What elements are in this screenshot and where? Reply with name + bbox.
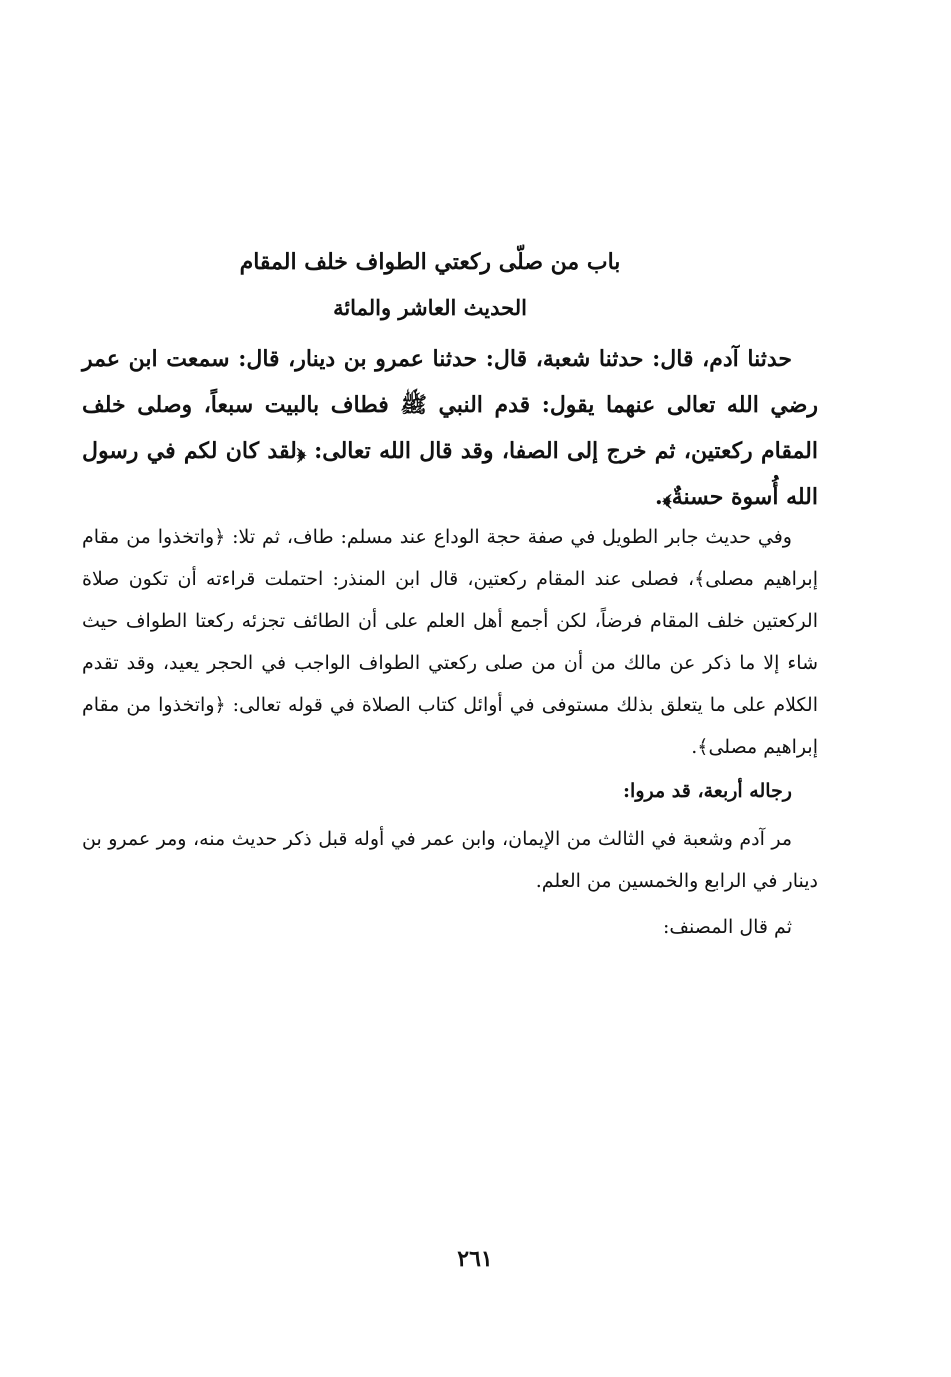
narrators-paragraph: [82, 818, 818, 902]
hadith-text: [82, 336, 818, 520]
commentary-paragraph: [82, 516, 818, 768]
page-number: ٢٦١: [457, 1246, 493, 1272]
closing-line-text: ثم قال المصنف:: [662, 916, 792, 938]
closing-line: [82, 906, 818, 948]
chapter-title: باب من صلّى ركعتي الطواف خلف المقام: [239, 249, 621, 275]
narrators-heading-text: رجاله أربعة، قد مروا:: [623, 780, 792, 802]
narrators-text: مر آدم وشعبة في الثالث من الإيمان، وابن عمر في أوله قبل ذكر حديث منه، ومر عمرو بن دينار في الرابع والخمسين من العلم.: [82, 828, 818, 892]
commentary-text: وفي حديث جابر الطويل في صفة حجة الوداع عند مسلم: طاف، ثم تلا: ﴿واتخذوا من مقام إبراهيم مصلى﴾، فصلى عند المقام ركعتين، قال ابن المنذر: احتملت قراءته أن تكون صلاة الركعتين خلف المقام فرضاً، لكن أجمع أهل العلم على أن الطائف تجزئه ركعتا الطواف حيث شاء إلا ما ذكر عن مالك من أن من صلى ركعتي الطواف الواجب في الحجر يعيد، وقد تقدم الكلام على ما يتعلق بذلك مستوفى في أوائل كتاب الصلاة في قوله تعالى: ﴿واتخذوا من مقام إبراهيم مصلى﴾.: [82, 526, 818, 758]
hadith-text-content: حدثنا آدم، قال: حدثنا شعبة، قال: حدثنا عمرو بن دينار، قال: سمعت ابن عمر رضي الله تعالى عنهما يقول: قدم النبي ﷺ فطاف بالبيت سبعاً، وصلى خلف المقام ركعتين، ثم خرج إلى الصفا، وقد قال الله تعالى: ﴿لقد كان لكم في رسول الله أُسوة حسنةٌ﴾.: [82, 346, 818, 510]
narrators-heading: [82, 770, 818, 812]
hadith-number-heading: الحديث العاشر والمائة: [333, 295, 527, 320]
